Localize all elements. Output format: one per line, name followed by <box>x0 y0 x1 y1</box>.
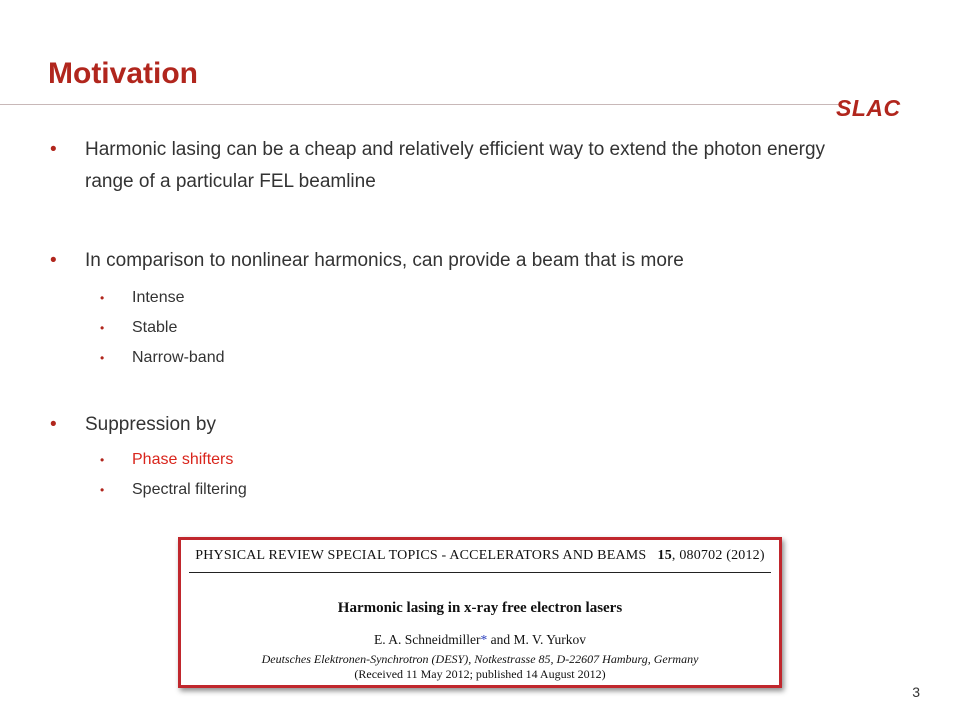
paper-title: Harmonic lasing in x-ray free electron lasers <box>337 600 623 616</box>
journal-citation: , 080702 (2012) <box>671 548 765 563</box>
sub-bullet-dot-icon: • <box>100 453 105 467</box>
bullet-harmonic-lasing <box>50 134 870 198</box>
sub-bullet-text: Spectral filtering <box>132 481 247 498</box>
journal-name: PHYSICAL REVIEW SPECIAL TOPICS - ACCELERATORS AND BEAMS <box>195 548 647 563</box>
author-second: and M. V. Yurkov <box>487 632 586 647</box>
bullet-suppression <box>50 409 870 441</box>
paper-affiliation: Deutsches Elektronen-Synchrotron (DESY), Notkestrasse 85, D-22607 Hamburg, Germany <box>261 652 699 666</box>
bullet-text: In comparison to nonlinear harmonics, can provide a beam that is more <box>85 250 684 271</box>
paper-dates: (Received 11 May 2012; published 14 August 2012) <box>354 667 606 681</box>
author-first: E. A. Schneidmiller <box>374 632 481 647</box>
sub-bullet-dot-icon: • <box>100 321 105 335</box>
journal-volume: 15 <box>657 548 672 563</box>
sub-bullet-text: Intense <box>132 289 185 306</box>
bullet-dot-icon: • <box>50 250 57 271</box>
sub-bullet-dot-icon: • <box>100 351 105 365</box>
paper-citation-image <box>178 537 782 688</box>
paper-authors <box>181 632 779 648</box>
sub-bullet-text: Stable <box>132 319 178 336</box>
bullet-dot-icon: • <box>50 139 57 160</box>
sub-bullet-dot-icon: • <box>100 291 105 305</box>
sub-bullet-text: Narrow-band <box>132 349 225 366</box>
slide-title: Motivation <box>48 57 198 90</box>
bullet-text: Suppression by <box>85 414 216 435</box>
sub-bullet-spectral-filtering <box>100 479 800 501</box>
sub-bullet-stable <box>100 317 800 339</box>
journal-header <box>181 548 779 564</box>
sub-bullet-narrow-band <box>100 347 800 369</box>
author-footnote-star: * <box>480 632 488 647</box>
title-divider <box>0 104 840 105</box>
bullet-comparison <box>50 245 870 277</box>
paper-divider <box>189 572 771 573</box>
bullet-text: Harmonic lasing can be a cheap and relatively efficient way to extend the photon energy range of a particular FEL beamline <box>85 139 826 192</box>
bullet-dot-icon: • <box>50 414 57 435</box>
sub-bullet-text: Phase shifters <box>132 451 234 468</box>
sub-bullet-intense <box>100 287 800 309</box>
sub-bullet-phase-shifters <box>100 449 800 471</box>
slac-logo: SLAC <box>836 95 901 121</box>
sub-bullet-dot-icon: • <box>100 483 105 497</box>
page-number: 3 <box>912 684 920 700</box>
